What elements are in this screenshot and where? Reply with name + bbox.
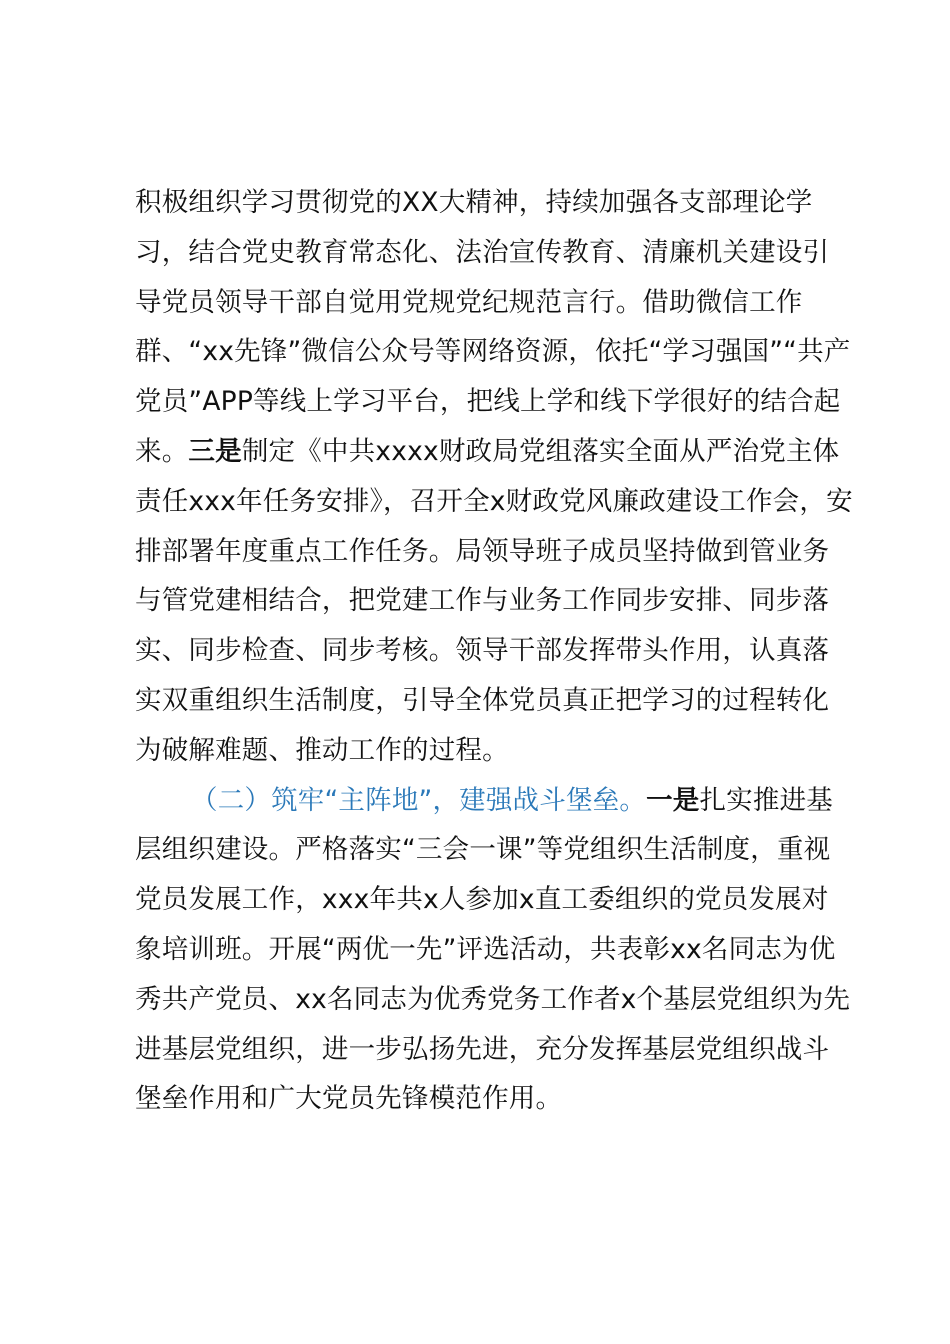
paragraph-2-bold-lead: 一是 [646,784,700,816]
paragraph-1-text-a: 积极组织学习贯彻党的XX大精神，持续加强各支部理论学习，结合党史教育常态化、法治宣传教育、清廉机关建设引导党员领导干部自觉用党规党纪规范言行。借助微信工作群、“xx先锋”微信公众号等网络资源，依托“学习强国”“共产党员”APP等线上学习平台，把线上学和线下学很好的结合起来。 [135,187,851,467]
paragraph-2-text: 扎实推进基层组织建设。严格落实“三会一课”等党组织生活制度，重视党员发展工作，xxx年共x人参加x直工委组织的党员发展对象培训班。开展“两优一先”评选活动，共表彰xx名同志为优秀共产党员、xx名同志为优秀党务工作者x个基层党组织为先进基层党组织，进一步弘扬先进，充分发挥基层党组织战斗堡垒作用和广大党员先锋模范作用。 [135,784,851,1115]
paragraph-1 [135,178,855,776]
section-heading: （二）筑牢“主阵地”，建强战斗堡垒。 [191,784,647,816]
paragraph-2 [135,776,855,1125]
paragraph-1-bold-lead: 三是 [188,435,242,467]
paragraph-1-text-b: 制定《中共xxxx财政局党组落实全面从严治党主体责任xxx年任务安排》，召开全x财政党风廉政建设工作会，安排部署年度重点工作任务。局领导班子成员坚持做到管业务与管党建相结合，把党建工作与业务工作同步安排、同步落实、同步检查、同步考核。领导干部发挥带头作用，认真落实双重组织生活制度，引导全体党员真正把学习的过程转化为破解难题、推动工作的过程。 [135,435,853,766]
document-body [135,178,855,1124]
